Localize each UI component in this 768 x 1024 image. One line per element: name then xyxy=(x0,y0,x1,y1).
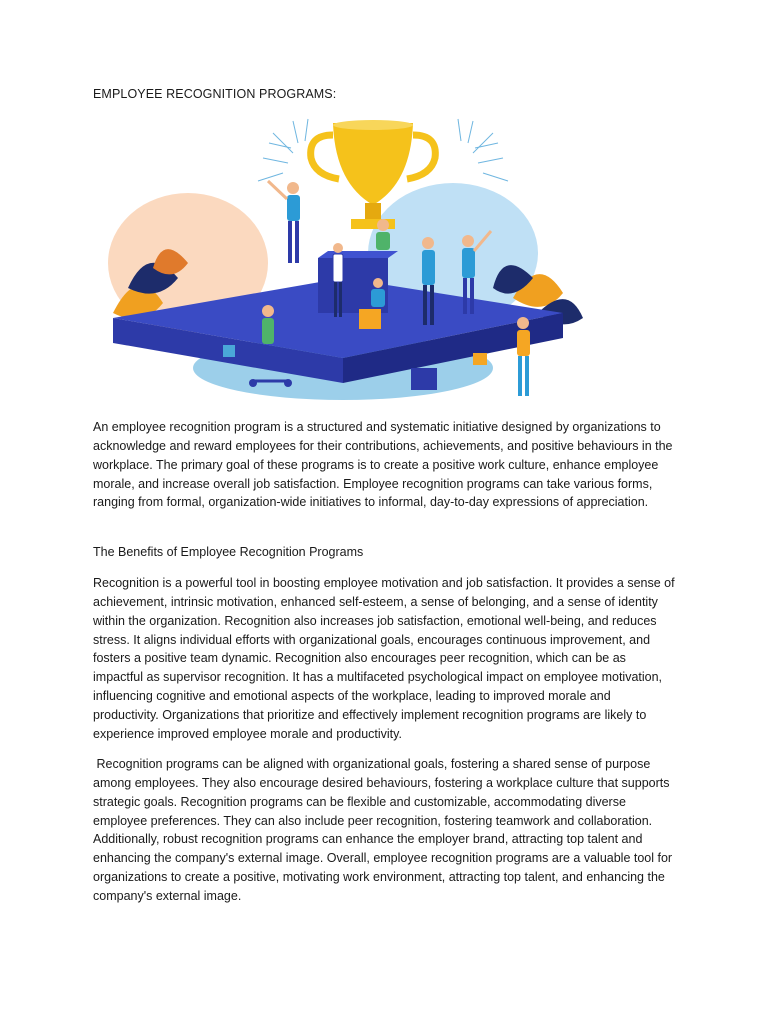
benefits-heading: The Benefits of Employee Recognition Programs xyxy=(93,545,364,559)
burst-right xyxy=(458,119,508,181)
benefits-paragraph: Recognition is a powerful tool in boosting employee motivation and job satisfaction. It provides a sense of achievement, intrinsic motivation, enhanced self-esteem, a sense of belonging, and a sense of identity within the organization. Recognition also increases job satisfaction, emotional well-being, and reduces stress. It aligns individual efforts with organizational goals, encourages continuous improvement, and fosters a positive team dynamic. Recognition also encourages peer recognition, which can be as impactful as supervisor recognition. It has a multifaceted psychological impact on employee motivation, influencing cognitive and emotional aspects of the workplace, leading to improved morale and productivity. Organizations that prioritize and effectively implement recognition programs are likely to experience improved employee morale and productivity. xyxy=(93,576,675,741)
intro-paragraph: An employee recognition program is a structured and systematic initiative designed by organizations to acknowledge and reward employees for their contributions, achievements, and positive behaviours in the workplace. The primary goal of these programs is to create a positive work culture, enhance employee morale, and increase overall job satisfaction. Employee recognition programs can take various forms, ranging from formal, organization-wide initiatives to informal, day-to-day expressions of appreciation. xyxy=(93,420,673,510)
recognition-illustration xyxy=(93,113,593,408)
document-title: EMPLOYEE RECOGNITION PROGRAMS: xyxy=(93,87,337,101)
closing-paragraph: Recognition programs can be aligned with organizational goals, fostering a shared sense of purpose among employees. They also encourage desired behaviours, fostering a workplace culture that supports strategic goals. Recognition programs can be flexible and customizable, accommodating diverse employee preferences. They can also include peer recognition, fostering teamwork and collaboration. Additionally, robust recognition programs can enhance the employer brand, attracting top talent and enhancing the company's external image. Overall, employee recognition programs are a valuable tool for organizations to create a positive, motivating work environment, attracting top talent, and enhancing the company's external image. xyxy=(93,757,673,903)
burst-left xyxy=(258,119,308,181)
